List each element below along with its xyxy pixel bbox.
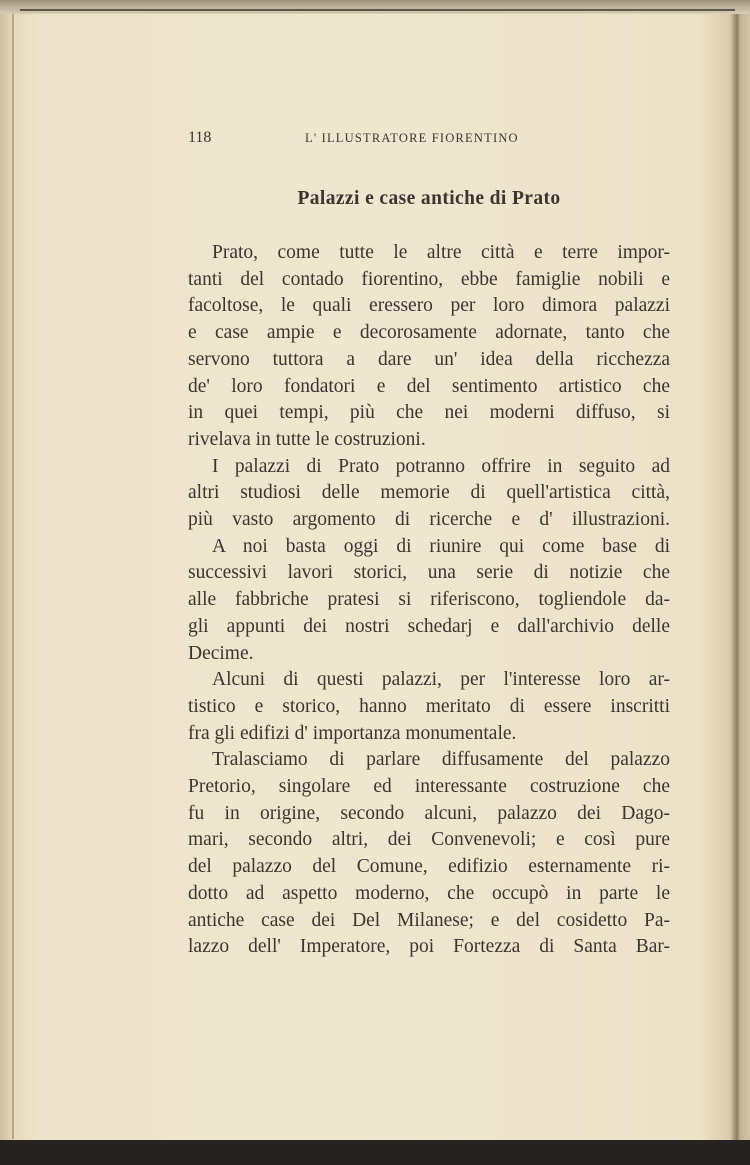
text-line: dotto ad aspetto moderno, che occupò in parte le [188, 882, 670, 904]
text-line: successivi lavori storici, una serie di notizie che [188, 562, 670, 584]
text-line: Alcuni di questi palazzi, per l'interesse loro ar- [212, 669, 670, 691]
text-line: gli appunti dei nostri schedarj e dall'archivio delle [188, 615, 670, 637]
text-line: tanti del contado fiorentino, ebbe famiglie nobili e [188, 268, 670, 290]
text-line: Pretorio, singolare ed interessante costruzione che [188, 776, 670, 797]
running-title: L' ILLUSTRATORE FIORENTINO [305, 131, 519, 145]
text-line: più vasto argomento di ricerche e d' illustrazioni. [188, 509, 670, 530]
text-line: altri studiosi delle memorie di quell'artistica città, [188, 482, 670, 504]
text-line: A noi basta oggi di riunire qui come base di [212, 535, 670, 557]
text-line: lazzo dell' Imperatore, poi Fortezza di Santa Bar- [188, 936, 670, 958]
page-left-edge [12, 14, 14, 1139]
page-top-edge [0, 0, 750, 14]
text-line: rivelava in tutte le costruzioni. [188, 428, 426, 450]
text-line: e case ampie e decorosamente adornate, tanto che [188, 322, 670, 344]
text-line: Tralasciamo di parlare diffusamente del palazzo [212, 749, 670, 771]
text-line: tistico e storico, hanno meritato di essere inscritti [188, 695, 670, 717]
text-line: del palazzo del Comune, edifizio esternamente ri- [188, 856, 670, 878]
text-line: de' loro fondatori e del sentimento artistico che [188, 375, 670, 397]
text-line: alle fabbriche pratesi si riferiscono, togliendole da- [188, 589, 670, 611]
text-line: facoltose, le quali eressero per loro dimora palazzi [188, 295, 670, 317]
top-rule [20, 9, 735, 11]
text-line: in quei tempi, più che nei moderni diffuso, si [188, 402, 670, 424]
page-number: 118 [188, 129, 212, 146]
text-line: servono tuttora a dare un' idea della ricchezza [188, 348, 670, 370]
text-line: I palazzi di Prato potranno offrire in seguito ad [212, 455, 670, 477]
text-line: fra gli edifizi d' importanza monumentale. [188, 722, 517, 744]
text-line: Prato, come tutte le altre città e terre impor- [212, 242, 670, 263]
text-line: Decime. [188, 642, 254, 664]
section-title: Palazzi e case antiche di Prato [297, 188, 561, 209]
text-line: fu in origine, secondo alcuni, palazzo dei Dago- [188, 802, 670, 824]
text-line: antiche case dei Del Milanese; e del cosidetto Pa- [188, 909, 670, 931]
text-line: mari, secondo altri, dei Convenevoli; e così pure [188, 829, 670, 851]
scan-bottom-edge [0, 1140, 750, 1165]
